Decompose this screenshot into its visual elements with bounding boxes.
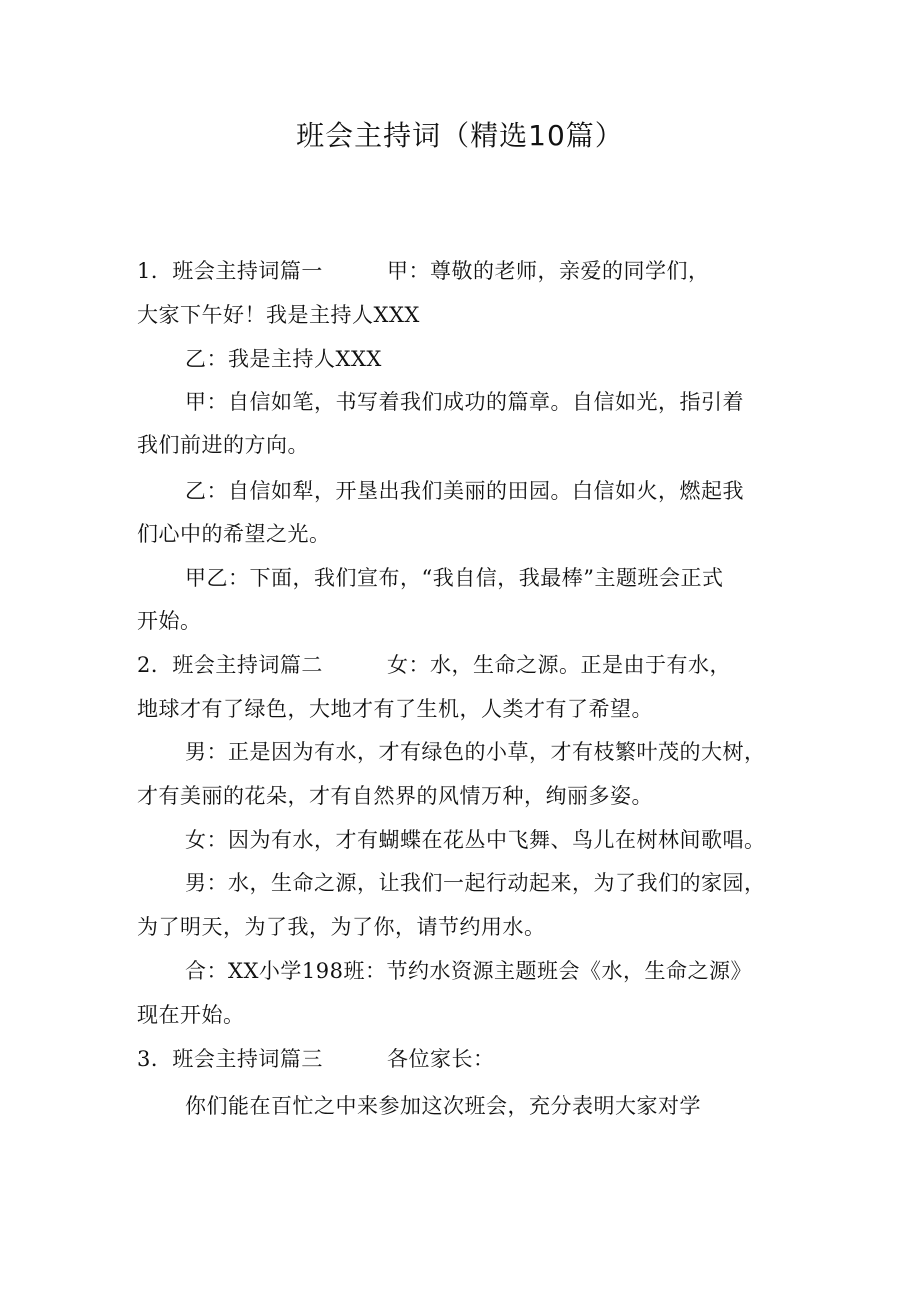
paragraph-line: 我们前进的方向。	[137, 433, 309, 457]
paragraph-line: 地球才有了绿色，大地才有了生机，人类才有了希望。	[137, 697, 653, 721]
paragraph-line: 女：水，生命之源。正是由于有水，	[387, 653, 731, 677]
paragraph-line: 才有美丽的花朵，才有自然界的风情万种，绚丽多姿。	[137, 784, 653, 808]
paragraph-line: 甲乙：下面，我们宣布，“我自信，我最棒”主题班会正式	[185, 566, 724, 590]
paragraph-line: 女：因为有水，才有蝴蝶在花丛中飞舞、鸟儿在树林间歌唱。	[185, 828, 766, 852]
paragraph-line: 们心中的希望之光。	[137, 522, 331, 546]
paragraph-line: 大家下午好！我是主持人XXX	[137, 303, 420, 327]
page-title: 班会主持词（精选10篇）	[296, 119, 624, 152]
section-3-heading-line	[137, 1044, 495, 1074]
paragraph-line: 男：水，生命之源，让我们一起行动起来，为了我们的家园，	[185, 871, 766, 895]
paragraph-line: 乙：自信如犁，开垦出我们美丽的田园。白信如火，燃起我	[185, 479, 744, 503]
paragraph-line: 各位家长：	[387, 1047, 495, 1071]
section-heading: 1．班会主持词篇一	[137, 259, 323, 283]
paragraph-line: 甲：尊敬的老师，亲爱的同学们，	[387, 259, 710, 283]
paragraph-line: 甲：自信如笔，书写着我们成功的篇章。自信如光，指引着	[185, 390, 744, 414]
paragraph-line: 开始。	[137, 609, 202, 633]
section-heading: 3．班会主持词篇三	[137, 1047, 323, 1071]
section-1-heading-line	[137, 256, 710, 286]
paragraph-line: 为了明天，为了我，为了你，请节约用水。	[137, 915, 546, 939]
section-heading: 2．班会主持词篇二	[137, 653, 323, 677]
section-2-heading-line	[137, 650, 731, 680]
paragraph-line: 你们能在百忙之中来参加这次班会，充分表明大家对学	[185, 1094, 701, 1118]
paragraph-line: 乙：我是主持人XXX	[185, 347, 382, 371]
paragraph-line: 现在开始。	[137, 1003, 245, 1027]
paragraph-line: 合：XX小学198班：节约水资源主题班会《水，生命之源》	[185, 959, 752, 983]
paragraph-line: 男：正是因为有水，才有绿色的小草，才有枝繁叶茂的大树，	[185, 740, 766, 764]
